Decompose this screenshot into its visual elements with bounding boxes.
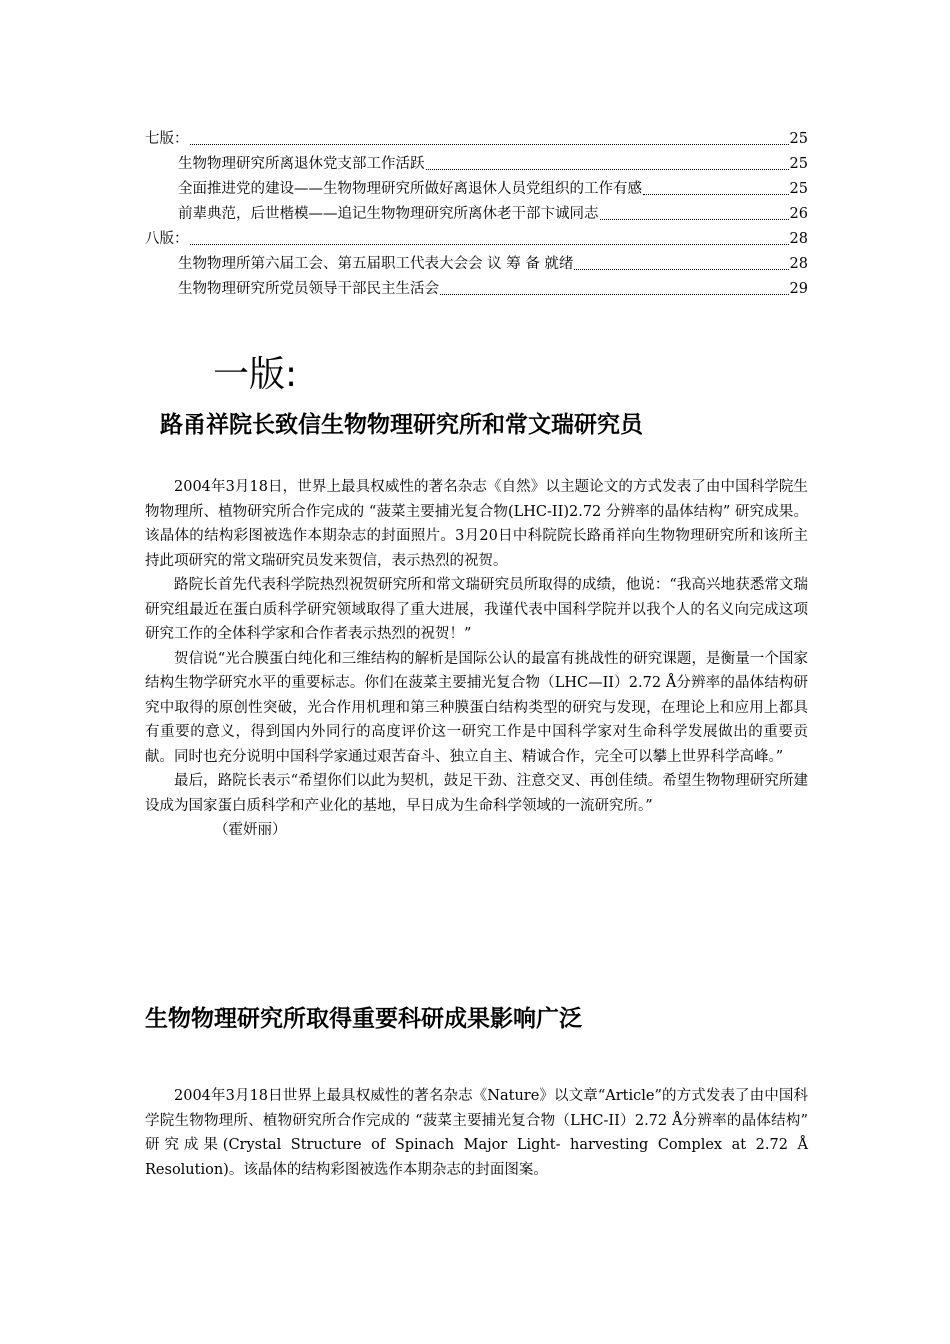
- toc-leader: [190, 144, 789, 145]
- toc-entry-text: 生物物理研究所离退休党支部工作活跃: [178, 156, 425, 172]
- article2-body: [145, 1084, 808, 1182]
- article1-paragraph: 最后，路院长表示“希望你们以此为契机，鼓足干劲、注意交叉、再创佳绩。希望生物物理研究所建设成为国家蛋白质科学和产业化的基地，早日成为生命科学领域的一流研究所。”: [145, 773, 808, 814]
- toc-entry-text: 前辈典范，后世楷模——追记生物物理研究所离休老干部卞诚同志: [178, 206, 599, 222]
- toc-entry[interactable]: [145, 277, 808, 302]
- article1-author: （霍妍丽）: [214, 822, 287, 838]
- toc-entry[interactable]: [145, 227, 808, 252]
- toc-page-number: 25: [789, 181, 808, 197]
- toc-entry-text: 七版：: [145, 131, 189, 147]
- article2-title: 生物物理研究所取得重要科研成果影响广泛: [145, 1006, 582, 1032]
- toc-entry[interactable]: [145, 127, 808, 152]
- toc-page-number: 29: [789, 281, 808, 297]
- table-of-contents: [145, 127, 808, 302]
- toc-page-number: 28: [789, 256, 808, 272]
- toc-entry[interactable]: [145, 152, 808, 177]
- article1-body: [145, 475, 808, 843]
- toc-leader: [600, 219, 789, 220]
- toc-entry-text: 八版：: [145, 231, 189, 247]
- article1-paragraph: 路院长首先代表科学院热烈祝贺研究所和常文瑞研究员所取得的成绩，他说：“我高兴地获悉常文瑞研究组最近在蛋白质科学研究领域取得了重大进展，我谨代表中国科学院并以我个人的名义向完成这项研究工作的全体科学家和合作者表示热烈的祝贺！”: [145, 577, 808, 642]
- section-heading: 一版:: [213, 354, 298, 395]
- toc-page-number: 26: [789, 206, 808, 222]
- toc-entry-text: 生物物理所第六届工会、第五届职工代表大会会 议 筹 备 就绪: [178, 256, 574, 272]
- article1-title: 路甬祥院长致信生物物理研究所和常文瑞研究员: [160, 412, 643, 438]
- toc-entry[interactable]: [145, 177, 808, 202]
- toc-leader: [574, 269, 788, 270]
- toc-entry[interactable]: [145, 252, 808, 277]
- toc-entry-text: 全面推进党的建设——生物物理研究所做好离退休人员党组织的工作有感: [178, 181, 642, 197]
- toc-leader: [440, 294, 789, 295]
- article1-paragraph: 2004年3月18日，世界上最具权威性的著名杂志《自然》以主题论文的方式发表了由中国科学院生物物理所、植物研究所合作完成的 “菠菜主要捕光复合物(LHC-II)2.72 分辨率的晶体结构” 研究成果。该晶体的结构彩图被选作本期杂志的封面照片。3月20日中科院院长路甬祥向生物物理研究所和该所主持此项研究的常文瑞研究员发来贺信，表示热烈的祝贺。: [145, 479, 808, 569]
- toc-leader: [426, 169, 789, 170]
- toc-leader: [643, 194, 789, 195]
- toc-entry[interactable]: [145, 202, 808, 227]
- toc-entry-text: 生物物理研究所党员领导干部民主生活会: [178, 281, 439, 297]
- toc-page-number: 25: [789, 156, 808, 172]
- toc-page-number: 25: [789, 131, 808, 147]
- article1-paragraph: 贺信说“光合膜蛋白纯化和三维结构的解析是国际公认的最富有挑战性的研究课题，是衡量一个国家结构生物学研究水平的重要标志。你们在菠菜主要捕光复合物（LHC—II）2.72 Å分辨率的晶体结构研究中取得的原创性突破，光合作用机理和第三种膜蛋白结构类型的研究与发现，在理论上和应用上都具有重要的意义，得到国内外同行的高度评价这一研究工作是中国科学家对生命科学发展做出的重要贡献。同时也充分说明中国科学家通过艰苦奋斗、独立自主、精诚合作，完全可以攀上世界科学高峰。”: [145, 650, 808, 765]
- toc-page-number: 28: [789, 231, 808, 247]
- article2-paragraph: 2004年3月18日世界上最具权威性的著名杂志《Nature》以文章“Article”的方式发表了由中国科学院生物物理所、植物研究所合作完成的 “菠菜主要捕光复合物（LHC-II）2.72 Å分辨率的晶体结构” 研究成果(Crystal Structure of Spinach Major Light- harvesting Complex at 2.72 Å Resolution)。该晶体的结构彩图被选作本期杂志的封面图案。: [145, 1088, 808, 1178]
- toc-leader: [190, 244, 789, 245]
